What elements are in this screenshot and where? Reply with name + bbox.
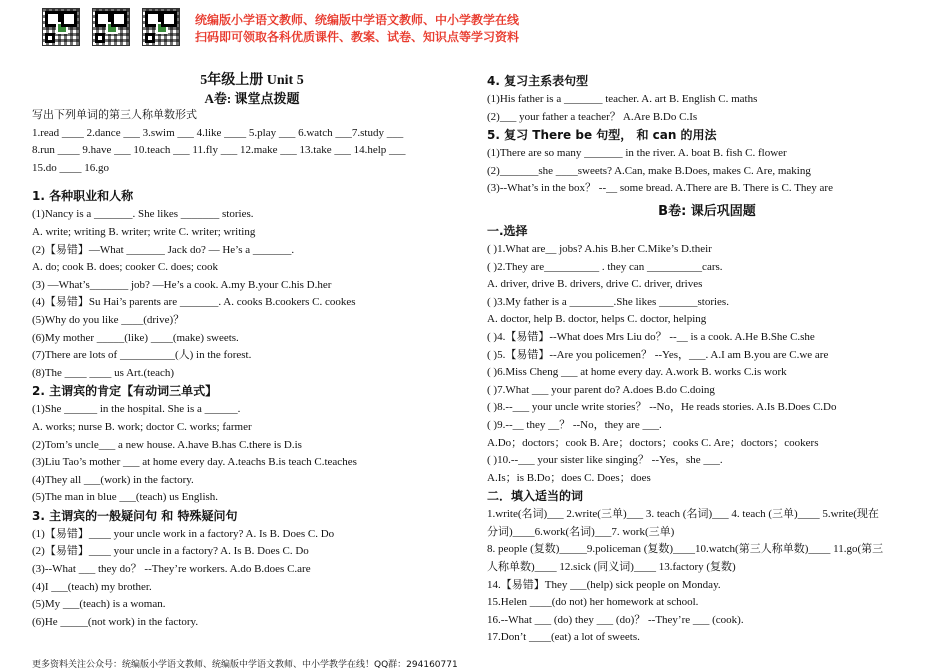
question-line: (2)【易错】____ your uncle in a factory? A. Is B. Does C. Do	[32, 545, 309, 558]
question-line: (2)___ your father a teacher？ A.Are B.Do C.Is	[487, 110, 698, 123]
section-occupations	[32, 206, 472, 382]
question-line: (1)There are so many _______ in the river. A. boat B. fish C. flower	[487, 147, 787, 160]
section-fill	[487, 506, 927, 647]
question-line: ( )10.--___ your sister like singing？ --Yes，she ___.	[487, 454, 723, 467]
question-line: (2)_______she ____sweets? A.Can, make B.Does, makes C. Are, making	[487, 164, 811, 177]
right-column	[487, 72, 927, 647]
question-line: (1)Nancy is a _______. She likes _______ stories.	[32, 208, 254, 221]
question-line: ( )3.My father is a ________.She likes _______stories.	[487, 295, 729, 308]
section-heading-fill: 二．填入适当的词	[487, 489, 584, 504]
question-line: (3) —What’s_______ job? —He’s a cook. A.my B.your C.his D.her	[32, 278, 332, 291]
question-line: (6)My mother _____(like) ____(make) sweets.	[32, 331, 239, 344]
promo-text	[195, 12, 519, 46]
section-affirmative	[32, 401, 472, 507]
question-line: (5)Why do you like ____(drive)？	[32, 313, 185, 326]
question-line: (2)Tom’s uncle___ a new house. A.have B.has C.there is D.is	[32, 438, 302, 451]
word-line: 1.read ____ 2.dance ___ 3.swim ___ 4.like ____ 5.play ___ 6.watch ___7.study ___	[32, 126, 404, 139]
question-line: (3)--What’s in the box？ --__ some bread. A.There are B. There is C. They are	[487, 182, 833, 195]
section-choose	[487, 241, 927, 487]
question-line: A. doctor, help B. doctor, helps C. doctor, helping	[487, 313, 707, 326]
section-heading-choose: 一.选择	[487, 223, 528, 238]
qr-code-3	[142, 8, 180, 46]
section-heading-occupations: 1. 各种职业和人称	[32, 189, 134, 204]
part-b-title: B卷: 课后巩固题	[658, 203, 756, 219]
word-line: 15.do ____ 16.go	[32, 161, 109, 174]
qr-code-1	[42, 8, 80, 46]
left-column	[32, 72, 472, 631]
promo-header	[42, 8, 562, 52]
section-heading-questions: 3. 主谓宾的一般疑问句 和 特殊疑问句	[32, 508, 238, 523]
question-line: (3)--What ___ they do？ --They’re workers. A.do B.does C.are	[32, 563, 311, 576]
word-exercise-intro: 写出下列单词的第三人称单数形式	[32, 109, 197, 121]
question-line: 分词)____6.work(名词)___7. work(三单)	[487, 525, 675, 538]
word-list	[32, 125, 472, 178]
question-line: 16.--What ___ (do) they ___ (do)？ --They’re ___ (cook).	[487, 613, 744, 626]
section-heading-there-be: 5. 复习 There be 句型， 和 can 的用法	[487, 128, 717, 143]
worksheet-title: 5年级上册 Unit 5	[200, 73, 304, 88]
word-line: 8.run ____ 9.have ___ 10.teach ___ 11.fly ___ 12.make ___ 13.take ___ 14.help ___	[32, 144, 406, 157]
question-line: ( )8.--___ your uncle write stories？ --No，He reads stories. A.Is B.Does C.Do	[487, 401, 837, 414]
question-line: A.Do；doctors；cook B. Are；doctors；cooks C. Are；doctors；cookers	[487, 436, 819, 449]
question-line: (7)There are lots of __________(人) in the forest.	[32, 349, 252, 362]
promo-line-1: 统编版小学语文教师、统编版中学语文教师、中小学教学在线	[195, 13, 520, 27]
section-heading-affirmative: 2. 主谓宾的肯定【有动词三单式】	[32, 384, 218, 399]
question-line: (4)They all ___(work) in the factory.	[32, 473, 194, 486]
qr-code-2	[92, 8, 130, 46]
section-linking-verb	[487, 91, 927, 126]
question-line: (1)She ______ in the hospital. She is a ______.	[32, 403, 241, 416]
question-line: 1.write(名词)___ 2.write(三单)___ 3. teach (名词)___ 4. teach (三单)____ 5.write(现在	[487, 508, 879, 521]
question-line: ( )7.What ___ your parent do? A.does B.do C.doing	[487, 383, 715, 396]
question-line: ( )4.【易错】--What does Mrs Liu do？ --__ is a cook. A.He B.She C.she	[487, 330, 815, 343]
question-line: ( )1.What are__ jobs? A.his B.her C.Mike’s D.their	[487, 242, 712, 255]
question-line: (1)【易错】____ your uncle work in a factory? A. Is B. Does C. Do	[32, 527, 335, 540]
question-line: 人称单数)____ 12.sick (同义词)____ 13.factory (复数)	[487, 561, 736, 574]
question-line: A. do; cook B. does; cooker C. does; cook	[32, 261, 219, 274]
question-line: (5)The man in blue ___(teach) us English.	[32, 491, 219, 504]
question-line: (8)The ____ ____ us Art.(teach)	[32, 366, 175, 379]
question-line: (4)【易错】Su Hai’s parents are _______. A. cooks B.cookers C. cookes	[32, 296, 356, 309]
question-line: (6)He _____(not work) in the factory.	[32, 615, 199, 628]
promo-line-2: 扫码即可领取各科优质课件、教案、试卷、知识点等学习资料	[195, 30, 520, 44]
question-line: A. works; nurse B. work; doctor C. works; farmer	[32, 420, 252, 433]
part-a-title: A卷: 课堂点拨题	[204, 91, 300, 106]
section-there-be	[487, 145, 927, 198]
question-line: A.Is；is B.Do；does C. Does；does	[487, 471, 651, 484]
question-line: (1)His father is a _______ teacher. A. art B. English C. maths	[487, 93, 758, 105]
question-line: A. write; writing B. writer; write C. writer; writing	[32, 225, 256, 238]
question-line: (3)Liu Tao’s mother ___ at home every day. A.teachs B.is teach C.teaches	[32, 456, 357, 469]
question-line: A. driver, drive B. drivers, drive C. driver, drives	[487, 278, 703, 291]
question-line: (2)【易错】—What _______ Jack do? — He’s a _______.	[32, 243, 295, 256]
question-line: 17.Don’t ____(eat) a lot of sweets.	[487, 631, 640, 644]
question-line: ( )2.They are__________ . they can __________cars.	[487, 260, 723, 273]
section-heading-linking-verb: 4. 复习主系表句型	[487, 74, 589, 88]
question-line: 14.【易错】They ___(help) sick people on Monday.	[487, 578, 721, 591]
question-line: ( )5.【易错】--Are you policemen？ --Yes，___. A.I am B.you are C.we are	[487, 348, 829, 361]
question-line: (5)My ___(teach) is a woman.	[32, 598, 166, 611]
question-line: 15.Helen ____(do not) her homework at school.	[487, 596, 699, 609]
question-line: (4)I ___(teach) my brother.	[32, 580, 152, 593]
section-questions	[32, 526, 472, 632]
question-line: 8. people (复数)_____9.policeman (复数)____10.watch(第三人称单数)____ 11.go(第三	[487, 543, 884, 556]
page-footer: 更多资料关注公众号：统编版小学语文教师、统编版中学语文教师、中小学教学在线！QQ群：294160771	[32, 660, 458, 670]
question-line: ( )6.Miss Cheng ___ at home every day. A.work B. works C.is work	[487, 366, 787, 379]
question-line: ( )9.--__ they __？ --No，they are ___.	[487, 418, 662, 431]
